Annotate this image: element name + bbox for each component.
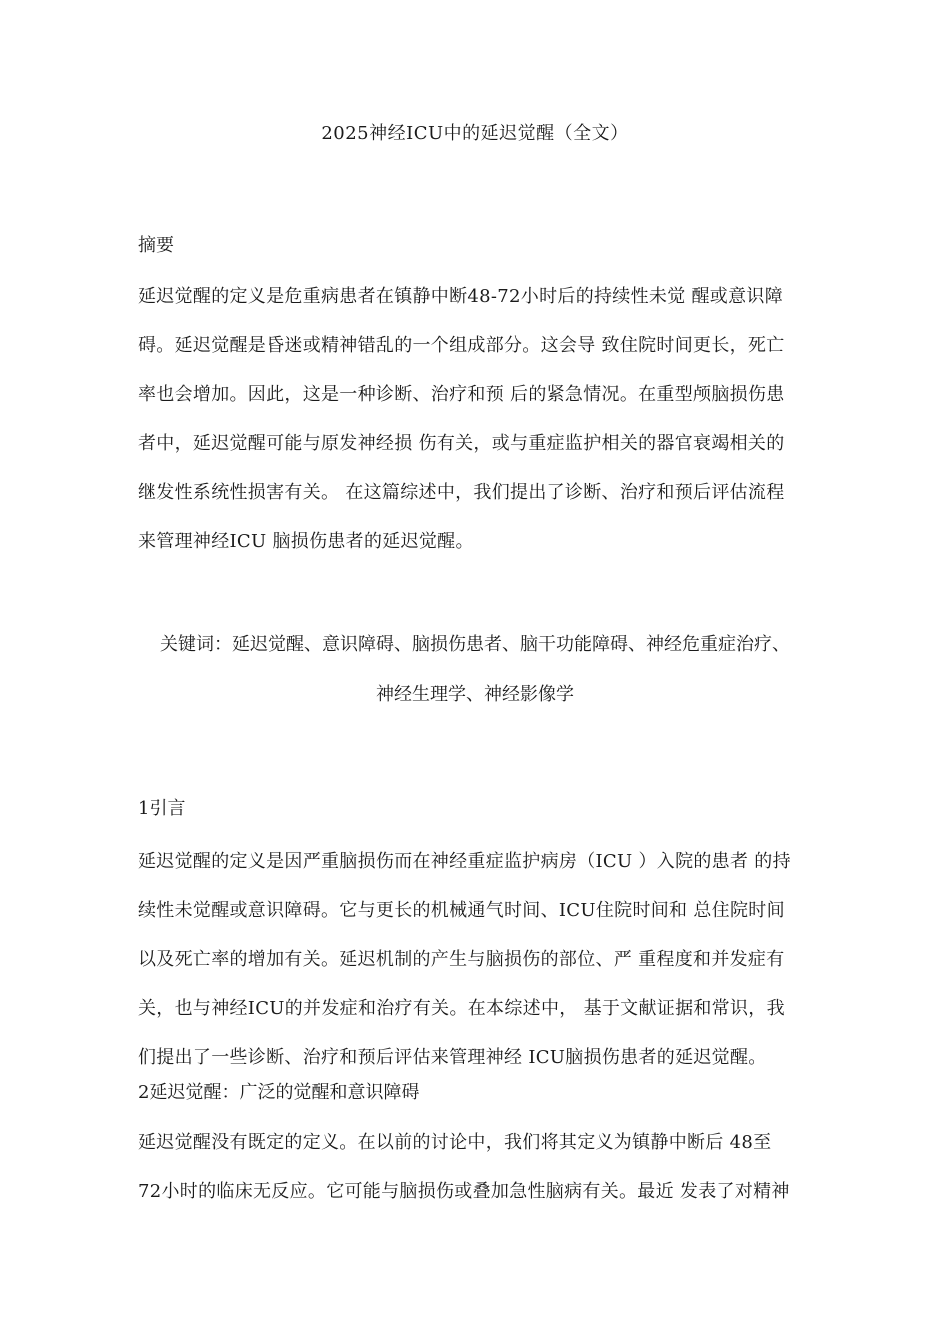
section-2-line: 延迟觉醒没有既定的定义。在以前的讨论中，我们将其定义为镇静中断后 48至 xyxy=(138,1132,772,1153)
section-2-paragraph xyxy=(138,1130,828,1228)
abstract-line: 碍。延迟觉醒是昏迷或精神错乱的一个组成部分。这会导 致住院时间更长，死亡 xyxy=(138,335,785,356)
abstract-line: 者中，延迟觉醒可能与原发神经损 伤有关，或与重症监护相关的器官衰竭相关的 xyxy=(138,433,785,454)
abstract-line: 继发性系统性损害有关。 在这篇综述中，我们提出了诊断、治疗和预后评估流程 xyxy=(138,482,785,503)
section-1-line: 延迟觉醒的定义是因严重脑损伤而在神经重症监护病房（ICU ）入院的患者 的持 xyxy=(138,851,791,872)
section-2-heading: 2延迟觉醒：广泛的觉醒和意识障碍 xyxy=(138,1082,420,1103)
keywords-line-1: 关键词：延迟觉醒、意识障碍、脑损伤患者、脑干功能障碍、神经危重症治疗、 xyxy=(160,634,790,655)
section-1-line: 以及死亡率的增加有关。延迟机制的产生与脑损伤的部位、严 重程度和并发症有 xyxy=(138,949,785,970)
section-2-line: 72小时的临床无反应。它可能与脑损伤或叠加急性脑病有关。最近 发表了对精神 xyxy=(138,1181,790,1202)
abstract-line: 延迟觉醒的定义是危重病患者在镇静中断48-72小时后的持续性未觉 醒或意识障 xyxy=(138,286,784,307)
section-1-line: 续性未觉醒或意识障碍。它与更长的机械通气时间、ICU住院时间和 总住院时间 xyxy=(138,900,785,921)
section-1-line: 们提出了一些诊断、治疗和预后评估来管理神经 ICU脑损伤患者的延迟觉醒。 xyxy=(138,1047,767,1068)
section-1-paragraph xyxy=(138,849,828,1075)
abstract-heading: 摘要 xyxy=(138,235,174,256)
section-1-line: 关，也与神经ICU的并发症和治疗有关。在本综述中， 基于文献证据和常识，我 xyxy=(138,998,785,1019)
abstract-paragraph xyxy=(138,284,828,578)
document-title: 2025神经ICU中的延迟觉醒（全文） xyxy=(321,123,629,144)
section-1-heading: 1引言 xyxy=(138,798,186,819)
abstract-line: 来管理神经ICU 脑损伤患者的延迟觉醒。 xyxy=(138,531,474,552)
keywords-line-2: 神经生理学、神经影像学 xyxy=(376,684,574,705)
abstract-line: 率也会增加。因此，这是一种诊断、治疗和预 后的紧急情况。在重型颅脑损伤患 xyxy=(138,384,785,405)
